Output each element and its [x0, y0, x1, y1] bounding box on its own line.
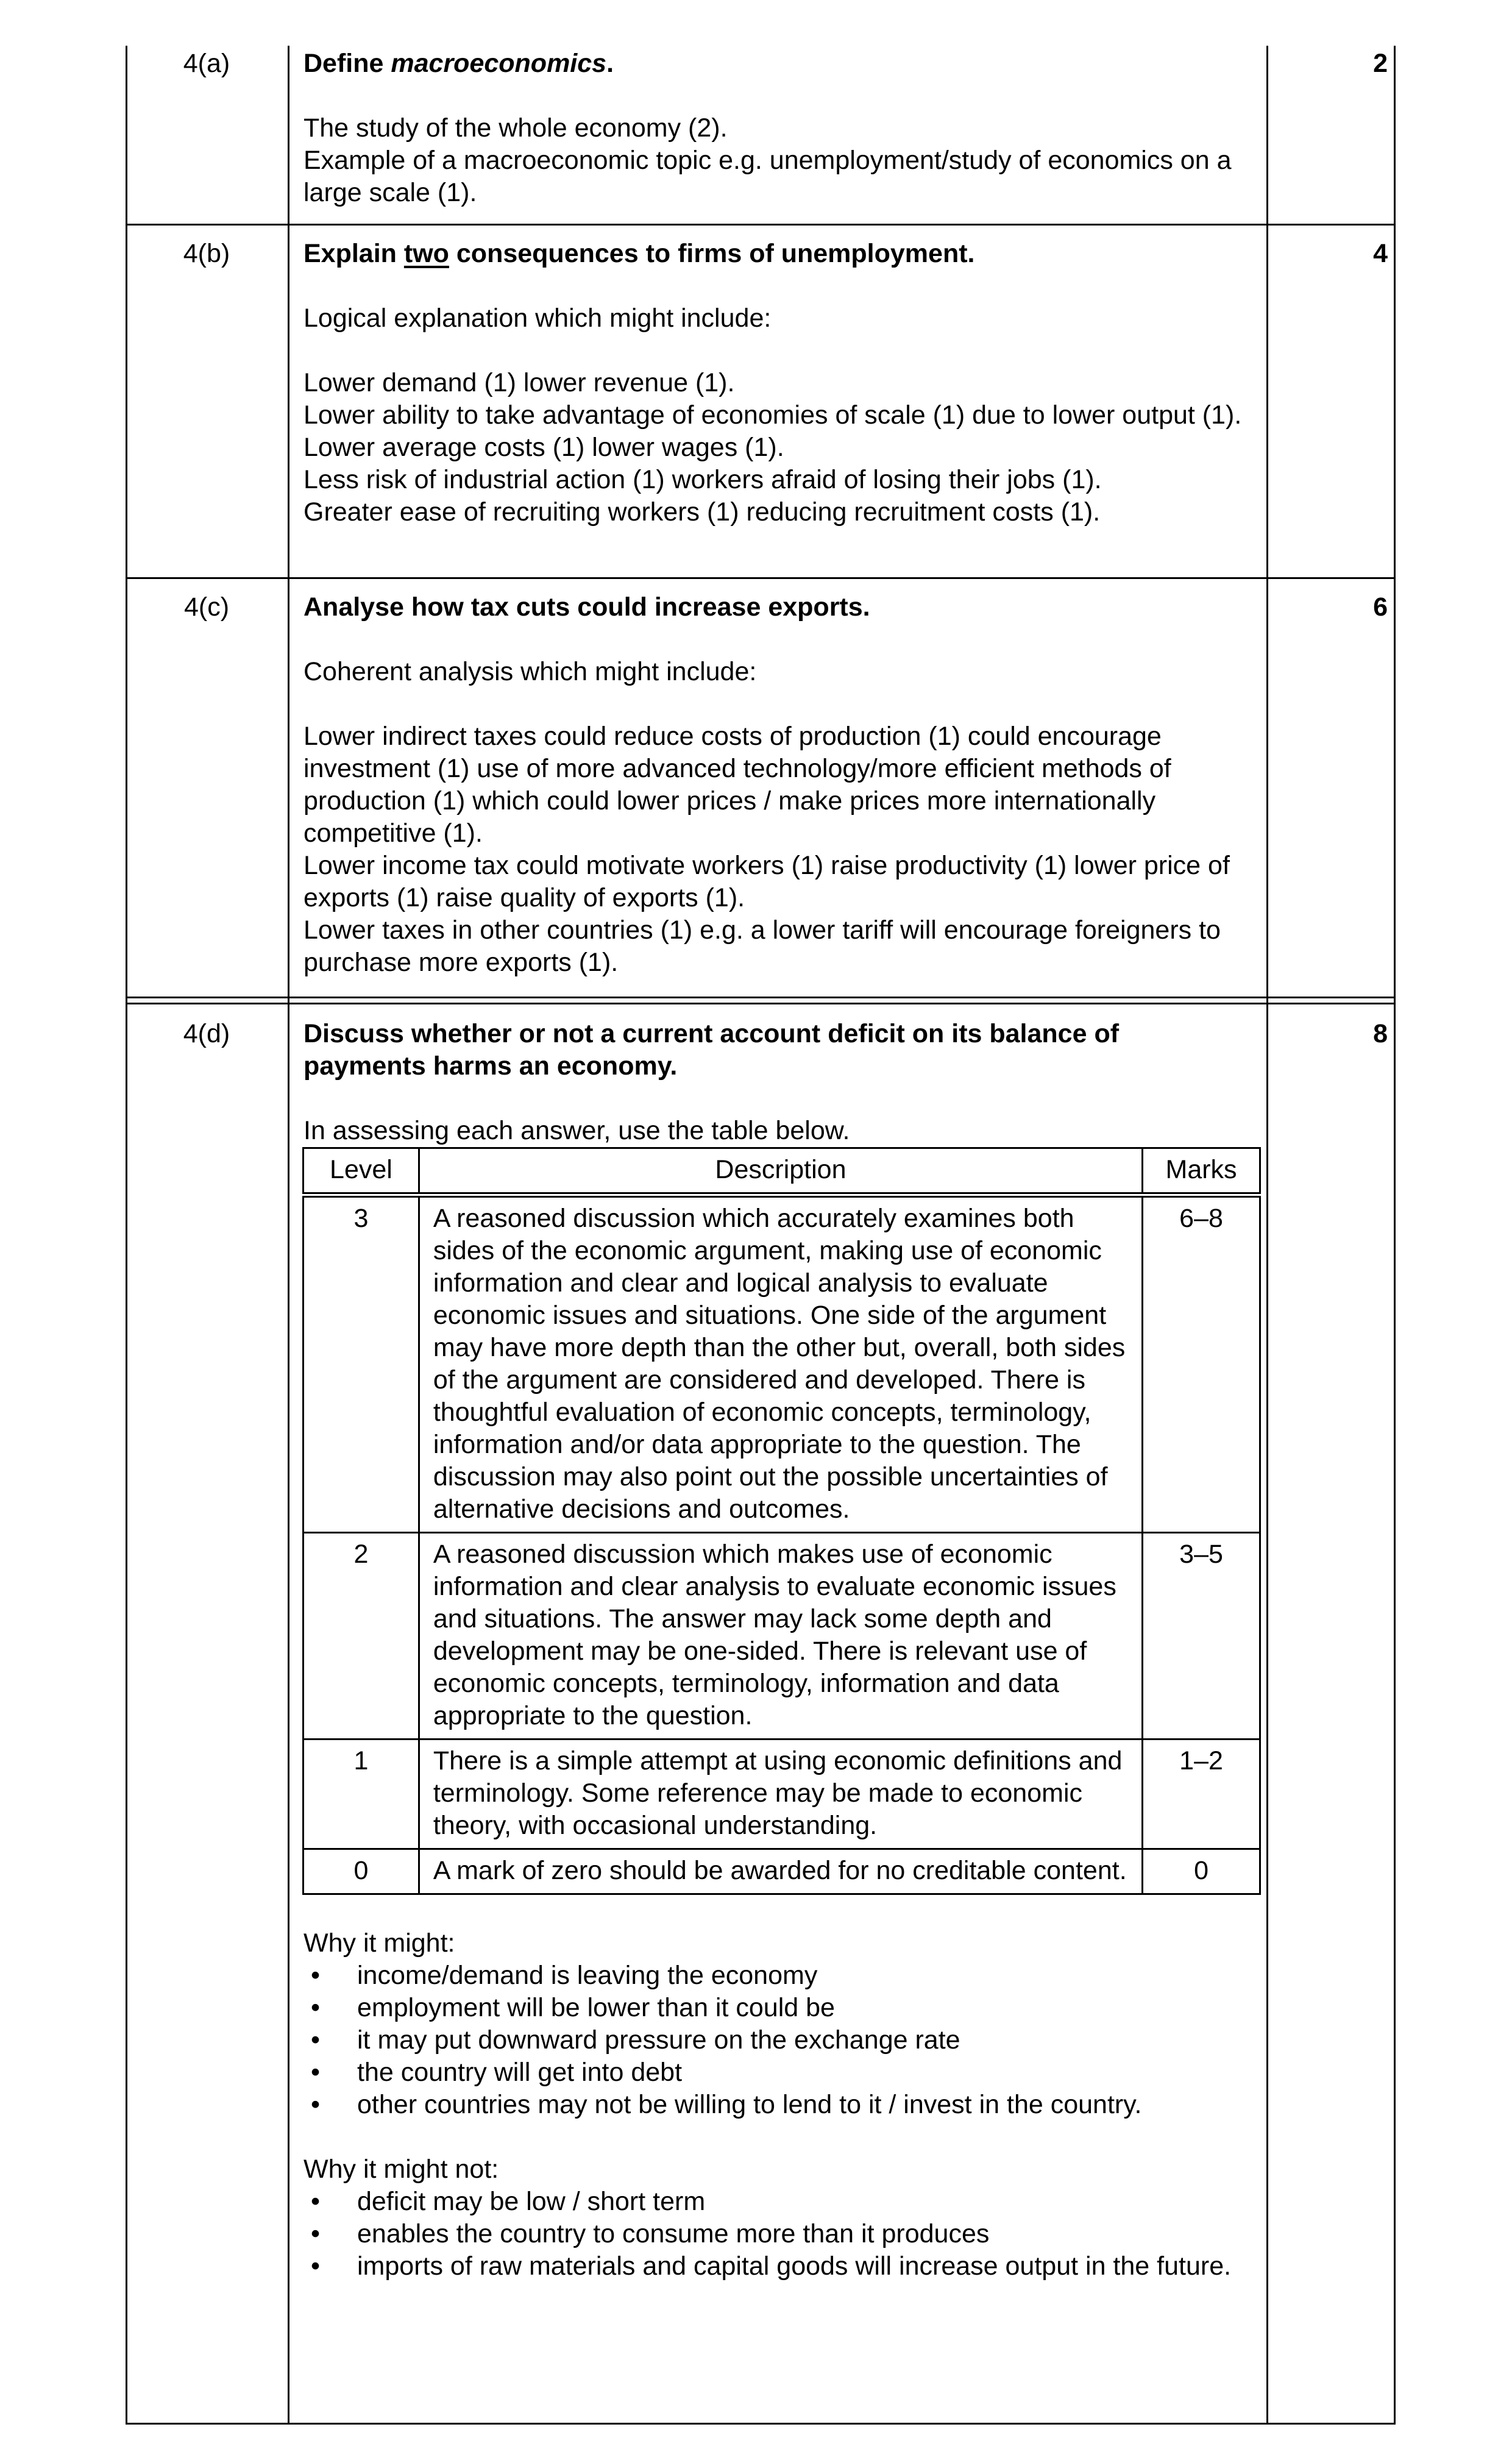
marks-cell: 3–5	[1143, 1533, 1260, 1739]
answer-line: Greater ease of recruiting workers (1) reducing recruitment costs (1).	[303, 497, 1101, 527]
column-border	[288, 46, 289, 2425]
mark-scheme-table	[126, 46, 1396, 2425]
marks-cell: 1–2	[1143, 1739, 1260, 1849]
question-4d-content	[303, 1018, 1245, 2283]
question-number: 4(c)	[183, 592, 230, 622]
question-number: 4(d)	[183, 1019, 230, 1048]
row-border	[126, 224, 1396, 226]
question-4b-content	[303, 238, 1245, 528]
why-it-might-not-heading: Why it might not:	[303, 2155, 499, 2184]
answer-line: Lower ability to take advantage of economies of scale (1) due to lower output (1).	[303, 400, 1242, 430]
list-item: • deficit may be low / short term	[303, 2186, 1245, 2218]
table-row	[303, 1849, 1260, 1894]
list-item: • other countries may not be willing to lend to it / invest in the country.	[303, 2089, 1245, 2121]
level-cell: 3	[303, 1195, 419, 1533]
why-it-might-list	[303, 1960, 1245, 2121]
levels-table-header	[303, 1148, 1260, 1195]
list-item: • imports of raw materials and capital goods will increase output in the future.	[303, 2250, 1245, 2283]
column-border	[126, 46, 127, 2425]
list-item: • enables the country to consume more than it produces	[303, 2218, 1245, 2250]
question-title: Discuss whether or not a current account deficit on its balance of payments harms an economy.	[303, 1019, 1120, 1081]
marks-cell: 0	[1143, 1849, 1260, 1894]
question-marks: 4	[1373, 239, 1388, 268]
table-row	[303, 1533, 1260, 1739]
question-marks: 2	[1373, 49, 1388, 78]
question-marks: 8	[1373, 1019, 1388, 1048]
description-cell: A reasoned discussion which accurately examines both sides of the economic argument, making use of economic information and clear and logical analysis to evaluate economic issues and situations. One side of the argument may have more depth than the other but, overall, both sides of the argument are considered and developed. There is thoughtful evaluation of economic concepts, terminology, information and/or data appropriate to the question. The discussion may also point out the possible uncertainties of alternative decisions and outcomes.	[419, 1195, 1142, 1533]
answer-line: Example of a macroeconomic topic e.g. unemployment/study of economics on a large scale (1).	[303, 146, 1232, 207]
answer-line: Lower demand (1) lower revenue (1).	[303, 368, 735, 397]
header-marks: Marks	[1143, 1148, 1260, 1195]
answer-line: Lower average costs (1) lower wages (1).	[303, 433, 784, 462]
level-cell: 2	[303, 1533, 419, 1739]
description-cell: A reasoned discussion which makes use of economic information and clear analysis to evaluate economic issues and situations. The answer may lack some depth and development may be one-sided. There is relevant use of economic concepts, terminology, information and data appropriate to the question.	[419, 1533, 1142, 1739]
column-border	[1266, 46, 1268, 2425]
header-description: Description	[419, 1148, 1142, 1195]
level-cell: 0	[303, 1849, 419, 1894]
column-border	[1394, 46, 1396, 2425]
question-title: Define macroeconomics.	[303, 49, 614, 78]
list-item: • the country will get into debt	[303, 2056, 1245, 2089]
row-border	[126, 577, 1396, 579]
why-it-might-not-list	[303, 2186, 1245, 2283]
list-item: • it may put downward pressure on the exchange rate	[303, 2024, 1245, 2056]
table-row	[303, 1195, 1260, 1533]
answer-line: The study of the whole economy (2).	[303, 113, 728, 143]
description-cell: A mark of zero should be awarded for no creditable content.	[419, 1849, 1142, 1894]
header-level: Level	[303, 1148, 419, 1195]
answer-line: Lower indirect taxes could reduce costs of production (1) could encourage investment (1) use of more advanced technology/more efficient methods of production (1) which could lower prices / make prices more internationally competitive (1).	[303, 722, 1171, 848]
why-it-might-heading: Why it might:	[303, 1928, 455, 1958]
question-marks: 6	[1373, 592, 1388, 622]
list-item: • income/demand is leaving the economy	[303, 1960, 1245, 1992]
marks-cell: 6–8	[1143, 1195, 1260, 1533]
description-cell: There is a simple attempt at using economic definitions and terminology. Some reference may be made to economic theory, with occasional understanding.	[419, 1739, 1142, 1849]
question-title: Analyse how tax cuts could increase exports.	[303, 592, 870, 622]
levels-table	[302, 1147, 1261, 1895]
question-number: 4(a)	[183, 49, 230, 78]
list-item: • employment will be lower than it could be	[303, 1992, 1245, 2024]
question-4c-content	[303, 591, 1245, 979]
question-number: 4(b)	[183, 239, 230, 268]
row-border	[126, 1003, 1396, 1004]
row-border	[126, 997, 1396, 998]
answer-intro: In assessing each answer, use the table below.	[303, 1116, 850, 1145]
answer-line: Lower income tax could motivate workers (1) raise productivity (1) lower price of exports (1) raise quality of exports (1).	[303, 851, 1230, 912]
table-row	[303, 1739, 1260, 1849]
answer-line: Lower taxes in other countries (1) e.g. a lower tariff will encourage foreigners to purchase more exports (1).	[303, 915, 1221, 977]
answer-intro: Logical explanation which might include:	[303, 304, 772, 333]
answer-intro: Coherent analysis which might include:	[303, 657, 757, 686]
row-border	[126, 2423, 1396, 2425]
level-cell: 1	[303, 1739, 419, 1849]
question-4a-content	[303, 48, 1245, 209]
answer-line: Less risk of industrial action (1) workers afraid of losing their jobs (1).	[303, 465, 1102, 494]
question-title: Explain two consequences to firms of unemployment.	[303, 239, 975, 268]
